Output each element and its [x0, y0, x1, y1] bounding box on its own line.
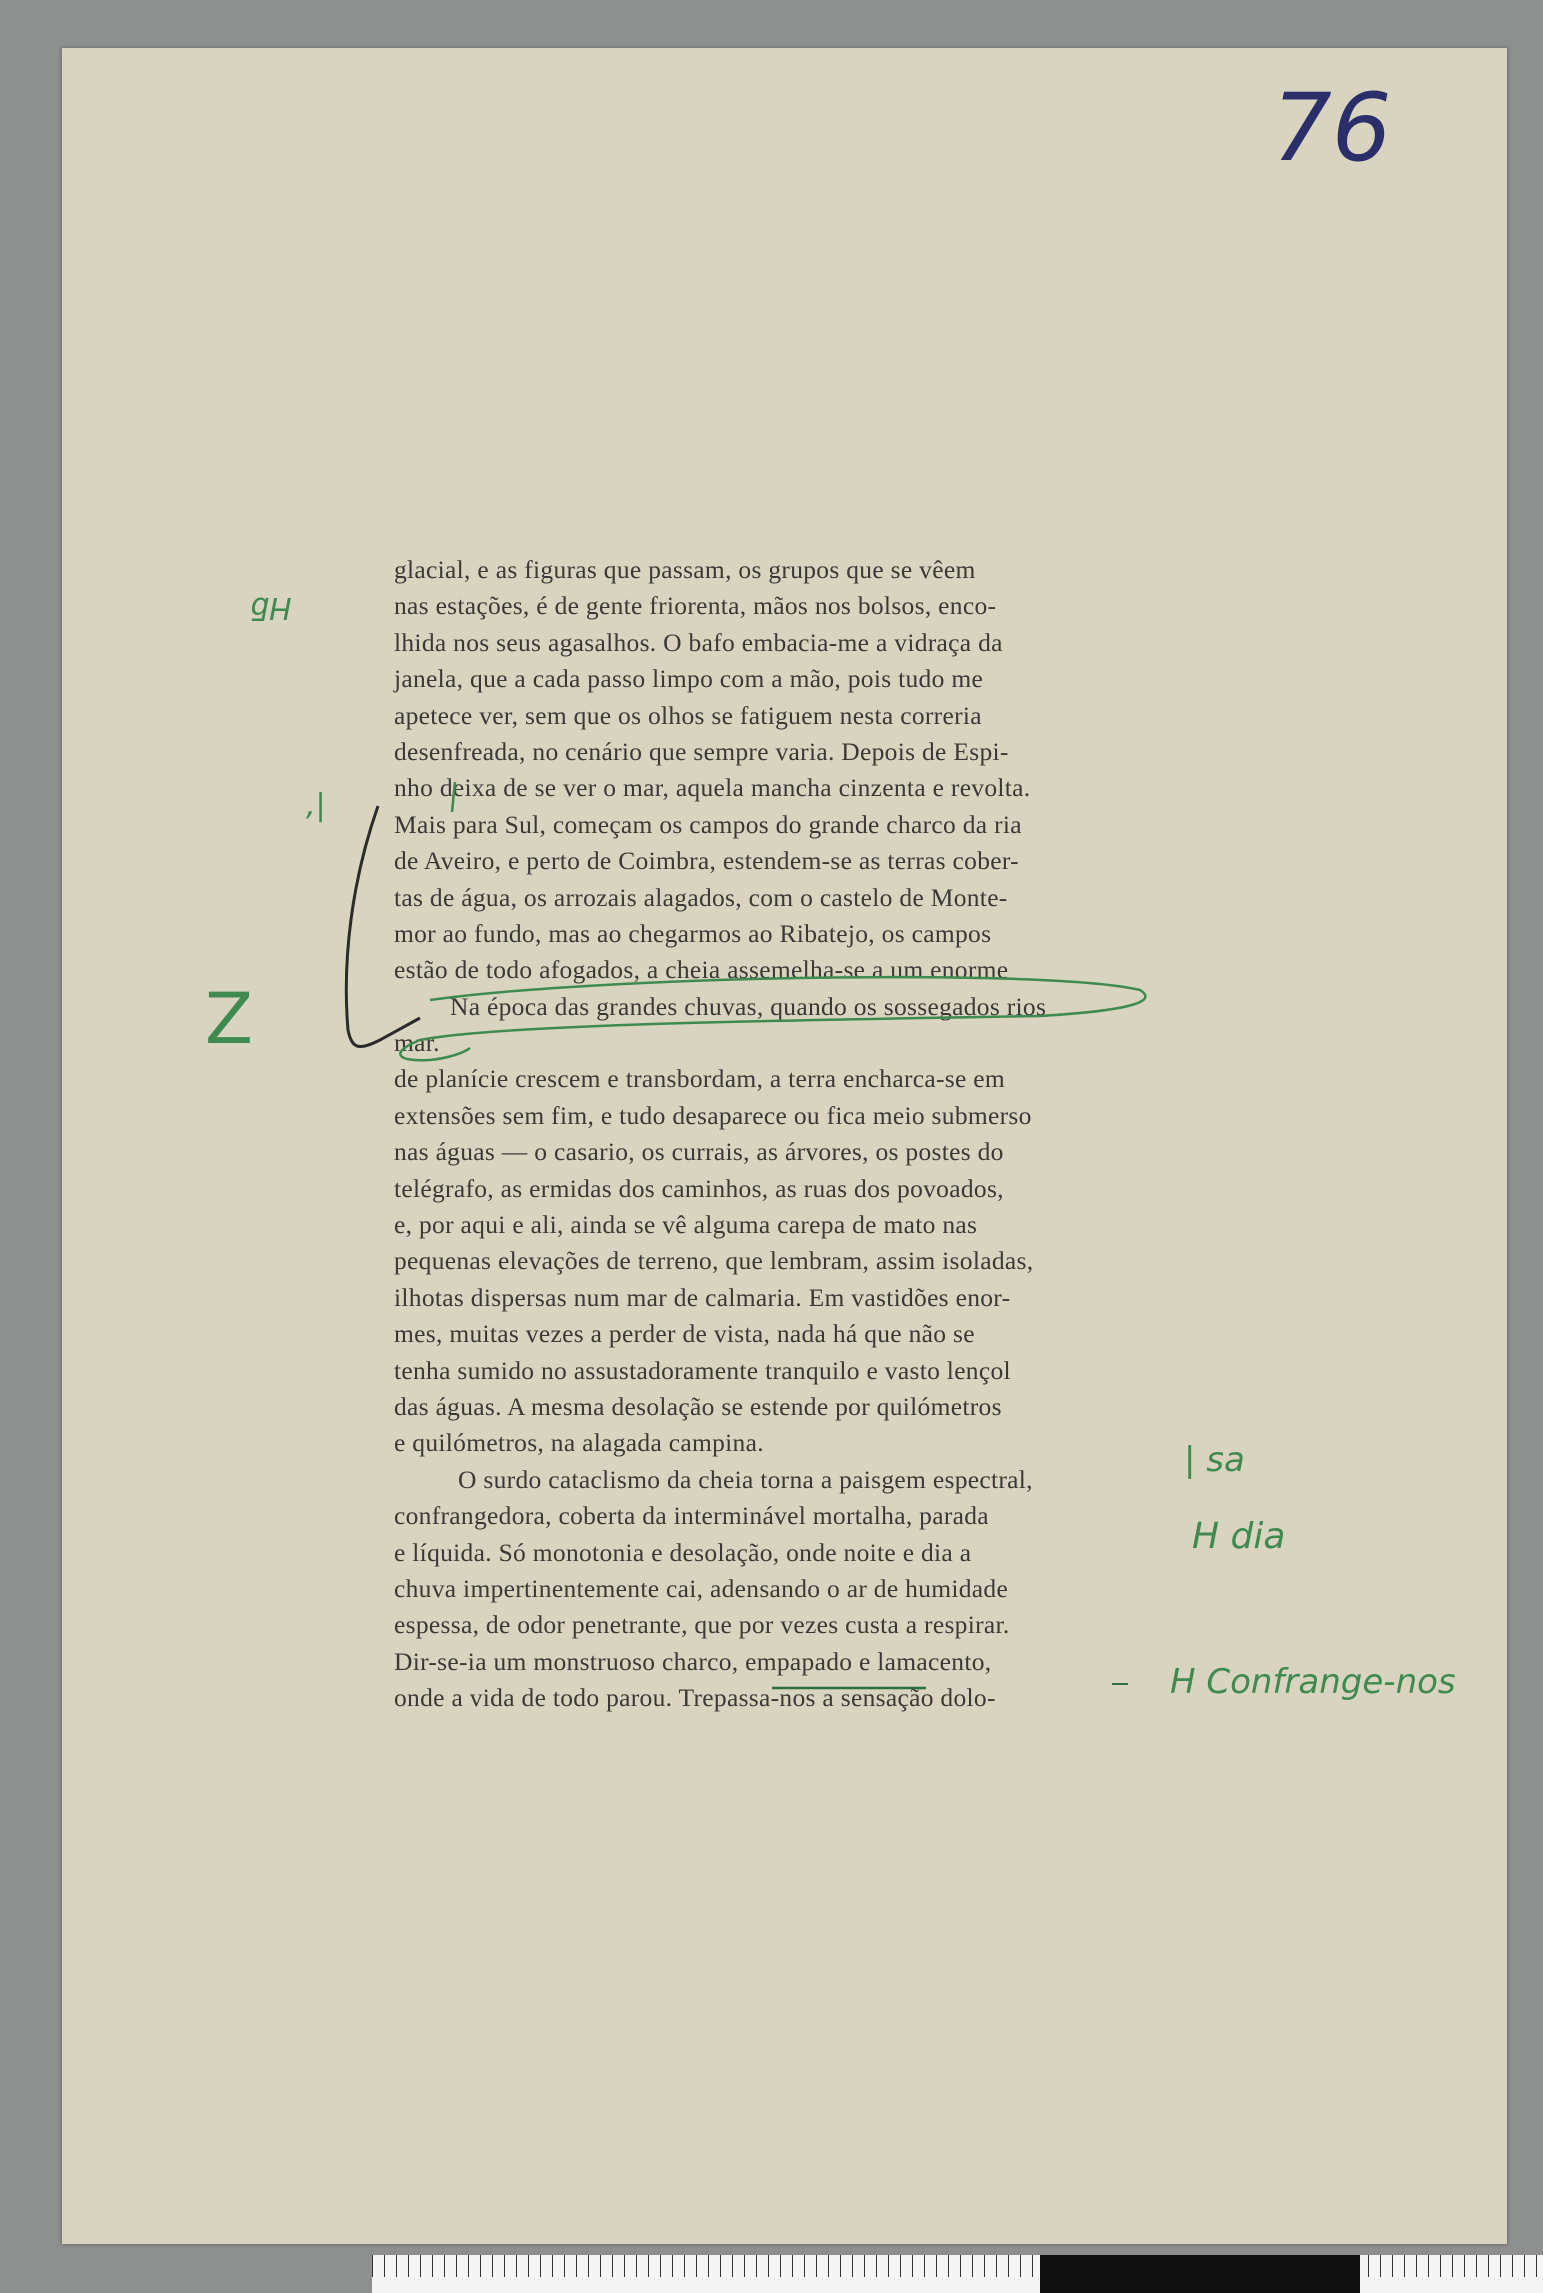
scale-ruler: [372, 2255, 1543, 2293]
text-line: lhida nos seus agasalhos. O bafo embacia-me a vidraça da: [394, 627, 1003, 657]
text-line: e líquida. Só monotonia e desolação, onde noite e dia a: [394, 1537, 972, 1567]
inserted-text-line: Na época das grandes chuvas, quando os sossegados rios: [450, 991, 1047, 1021]
text-line: das águas. A mesma desolação se estende por quilómetros: [394, 1391, 1002, 1421]
text-line: espessa, de odor penetrante, que por vezes custa a respirar.: [394, 1610, 1010, 1640]
text-line: confrangedora, coberta da interminável mortalha, parada: [394, 1501, 989, 1531]
text-line: mes, muitas vezes a perder de vista, nada há que não se: [394, 1319, 975, 1349]
text-line: e quilómetros, na alagada campina.: [394, 1428, 764, 1458]
text-line: nas águas — o casario, os currais, as árvores, os postes do: [394, 1137, 1004, 1167]
text-line: nho deixa de se ver o mar, aquela mancha cinzenta e revolta.: [394, 773, 1031, 803]
text-line: telégrafo, as ermidas dos caminhos, as ruas dos povoados,: [394, 1173, 1004, 1203]
text-line: ilhotas dispersas num mar de calmaria. Em vastidões enor-: [394, 1282, 1011, 1312]
text-line: tas de água, os arrozais alagados, com o castelo de Monte-: [394, 882, 1008, 912]
margin-note-big-mark: Z: [205, 978, 253, 1060]
text-line: janela, que a cada passo limpo com a mão, pois tudo me: [394, 664, 984, 694]
text-line: tenha sumido no assustadoramente tranquilo e vasto lençol: [394, 1355, 1011, 1385]
text-line: glacial, e as figuras que passam, os grupos que se vêem: [394, 555, 976, 584]
margin-note-right-3: H Confrange-nos: [1170, 1662, 1456, 1702]
text-line: de planície crescem e transbordam, a terra encharca-se em: [394, 1064, 1006, 1094]
ruler-ticks: [372, 2255, 1543, 2277]
margin-note-top-left: Hƃ: [250, 590, 292, 625]
text-line: de Aveiro, e perto de Coimbra, estendem-se as terras cober-: [394, 846, 1019, 876]
text-line: apetece ver, sem que os olhos se fatiguem nesta correria: [394, 700, 982, 730]
text-line: desenfreada, no cenário que sempre varia. Depois de Espi-: [394, 736, 1009, 766]
text-line: Dir-se-ia um monstruoso charco, empapado e lamacento,: [394, 1646, 992, 1676]
text-line: mar.: [394, 1028, 440, 1058]
text-line: chuva impertinentemente cai, adensando o ar de humidade: [394, 1573, 1009, 1603]
typed-text-block: [394, 552, 1134, 1717]
margin-note-right-2: H dia: [1192, 1516, 1286, 1557]
text-line: Mais para Sul, começam os campos do grande charco da ria: [394, 809, 1022, 839]
page-number: 76: [1272, 74, 1392, 183]
text-line: e, por aqui e ali, ainda se vê alguma carepa de mato nas: [394, 1210, 978, 1240]
text-line: O surdo cataclismo da cheia torna a paisgem espectral,: [458, 1464, 1033, 1494]
margin-note-comma: ,|: [306, 788, 326, 823]
text-line: onde a vida de todo parou. Trepassa-nos a sensação dolo-: [394, 1683, 996, 1713]
text-line: mor ao fundo, mas ao chegarmos ao Ribatejo, os campos: [394, 918, 992, 948]
text-line: nas estações, é de gente friorenta, mãos nos bolsos, enco-: [394, 591, 997, 621]
text-line: extensões sem fim, e tudo desaparece ou fica meio submerso: [394, 1100, 1032, 1130]
ruler-black-segment: [1040, 2255, 1360, 2293]
margin-note-right-1: | sa: [1184, 1440, 1245, 1480]
text-line: pequenas elevações de terreno, que lembram, assim isoladas,: [394, 1246, 1034, 1276]
text-line: estão de todo afogados, a cheia assemelha-se a um enorme: [394, 955, 1009, 985]
